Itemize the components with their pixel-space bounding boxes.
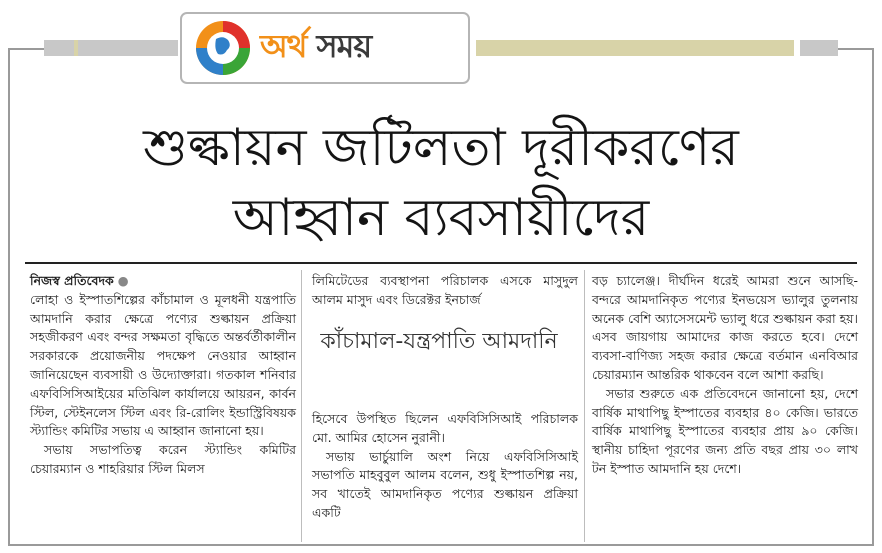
col3-paragraph-1: বড় চ্যালেঞ্জ। দীর্ঘদিন ধরেই আমরা শুনে আসছি- বন্দরে আমদানিকৃত পণ্যের ইনভয়েস ভ্যালুর তুলনায় অনেক বেশি অ্যাসেসমেন্ট ভ্যালু ধরে শুল্কায়ন করা হয়। এসব জায়গায় আমাদের কাজ করতে হবে। দেশে ব্যবসা-বাণিজ্য সহজ করার ক্ষেত্রে বর্তমান এনবিআর চেয়ারম্যান আন্তরিক থাকবেন বলে আশা করছি। [592, 273, 858, 382]
header-band-left-grey [44, 40, 74, 56]
globe-logo-icon [194, 19, 252, 77]
bullet-icon: ● [117, 273, 129, 288]
header-band-right-grey [800, 40, 838, 56]
byline-line [30, 272, 296, 291]
col2-paragraph-1: লিমিটেডের ব্যবস্থাপনা পরিচালক এসকে মাসুদুল আলম মাসুদ এবং ডিরেক্টর ইনচার্জ [312, 273, 578, 307]
pull-quote: কাঁচামাল-যন্ত্রপাতি আমদানি [320, 329, 558, 354]
article-column-2 [312, 272, 578, 310]
frame-left-border [8, 48, 10, 546]
col2-paragraph-3: সভায় ভার্চুয়ালি অংশ নিয়ে এফবিসিসিআই সভাপতি মাহবুবুল আলম বলেন, শুধু ইস্পাতশিল্প নয়, সব খাতেই আমদানিকৃত পণ্যের শুল্কায়ন প্রক্রিয়া একটি [312, 448, 578, 520]
logo-text-somoy: সময় [316, 27, 372, 65]
logo-text-arth: অর্থ [260, 27, 307, 65]
headline-line-2: আহ্বান ব্যবসায়ীদের [232, 188, 650, 248]
article-column-2-lower [312, 410, 578, 523]
headline-line-1: শুল্কায়ন জটিলতা দূরীকরণের [143, 118, 739, 178]
frame-right-border [872, 48, 874, 546]
col3-paragraph-2: সভার শুরুতে এক প্রতিবেদনে জানানো হয়, দেশে বার্ষিক মাথাপিছু ইস্পাতের ব্যবহার ৪০ কেজি। ভারতে বার্ষিক মাথাপিছু ইস্পাতের ব্যবহার প্রায় ৯০ কেজি। স্থানীয় চাহিদা পূরণের জন্য প্রতি বছর প্রায় ৩০ লাখ টন ইস্পাত আমদানি হয় দেশে। [592, 385, 858, 476]
masthead-logo [180, 12, 470, 84]
header-band-left-grey-2 [78, 40, 178, 56]
col1-paragraph-1: লোহা ও ইস্পাতশিল্পের কাঁচামাল ও মূলধনী যন্ত্রপাতি আমদানি করার ক্ষেত্রে পণ্যের শুল্কায়ন প্রক্রিয়া সহজীকরণ এবং বন্দর সক্ষমতা বৃদ্ধিতে অন্তর্বর্তীকালীন সরকারকে প্রয়োজনীয় পদক্ষেপ নেওয়ার আহ্বান জানিয়েছেন ব্যবসায়ী ও উদ্যোক্তারা। গতকাল শনিবার এফবিসিসিআইয়ের মতিঝিল কার্যালয়ে আয়রন, কার্বন স্টিল, স্টেইনলেস স্টিল এবং রি-রোলিং ইন্ডাস্ট্রিবিষয়ক স্ট্যান্ডিং কমিটির সভায় এ আহ্বান জানানো হয়। [30, 291, 296, 439]
frame-top-left-border [8, 48, 44, 50]
article-column-1 [30, 272, 296, 479]
column-rule-2 [584, 270, 585, 542]
col1-paragraph-2: সভায় সভাপতিত্ব করেন স্ট্যান্ডিং কমিটির চেয়ারম্যান ও শাহরিয়ার স্টিল মিলস [30, 442, 296, 476]
column-rule-1 [301, 270, 302, 542]
article-column-3 [592, 272, 858, 479]
headline-divider [25, 262, 857, 264]
byline: নিজস্ব প্রতিবেদক [30, 273, 114, 288]
frame-top-right-border [838, 48, 874, 50]
frame-bottom-border [8, 544, 874, 546]
col2-paragraph-2: হিসেবে উপস্থিত ছিলেন এফবিসিসিআই পরিচালক মো. আমির হোসেন নুরানী। [312, 411, 578, 445]
header-band-right-tan [476, 40, 794, 56]
